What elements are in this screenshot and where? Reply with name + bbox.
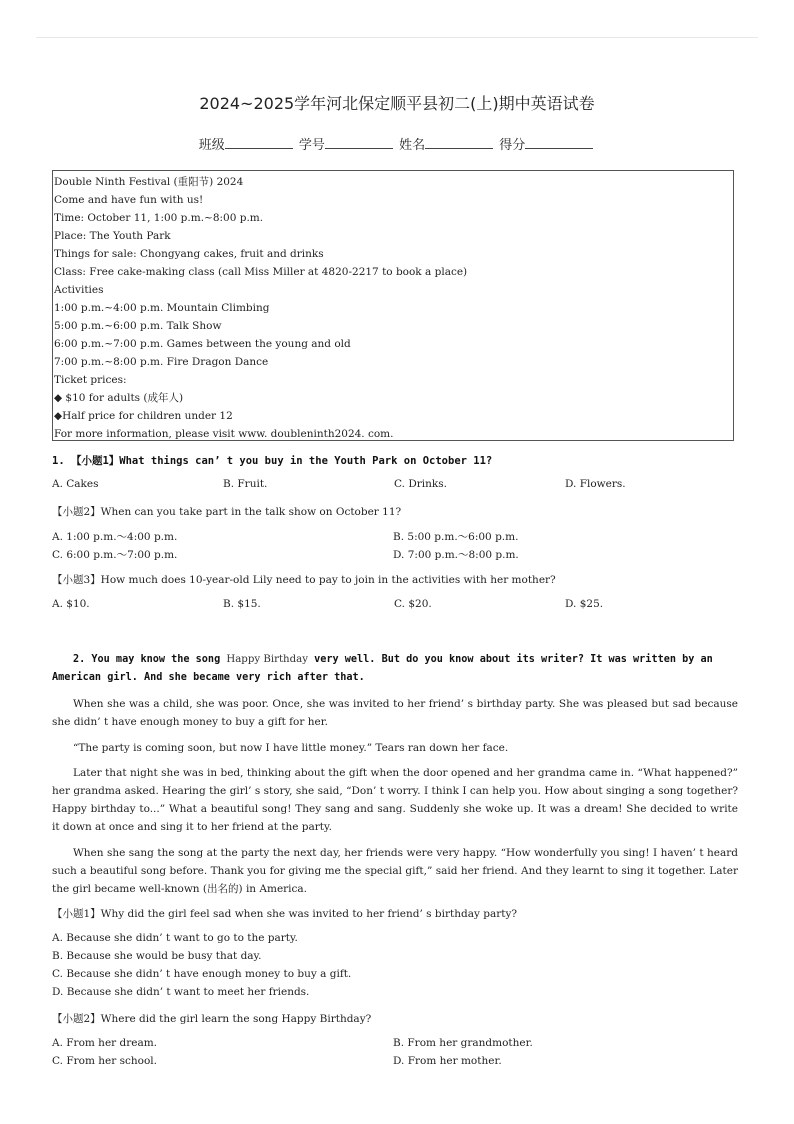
- option-a[interactable]: A. Because she didn’ t want to go to the party.: [52, 932, 298, 944]
- student-id-blank: [325, 136, 393, 149]
- exam-title: 2024~2025学年河北保定顺平县初二(上)期中英语试卷: [199, 94, 595, 113]
- notice-line: Activities: [54, 284, 104, 296]
- notice-line: Class: Free cake-making class (call Miss Miller at 4820-2217 to book a place): [54, 266, 468, 278]
- notice-line: Come and have fun with us!: [54, 194, 204, 206]
- notice-line: For more information, please visit www. doubleninth2024. com.: [54, 428, 394, 440]
- top-divider: [36, 37, 758, 38]
- option-a[interactable]: A. 1:00 p.m.～4:00 p.m.: [52, 531, 178, 543]
- option-d[interactable]: D. From her mother.: [393, 1055, 502, 1067]
- option-c[interactable]: C. $20.: [394, 598, 432, 610]
- notice-line: Time: October 11, 1:00 p.m.~8:00 p.m.: [54, 212, 264, 224]
- option-d[interactable]: D. Because she didn’ t want to meet her friends.: [52, 986, 310, 998]
- option-b[interactable]: B. Fruit.: [223, 478, 268, 490]
- option-c[interactable]: C. From her school.: [52, 1055, 157, 1067]
- option-a[interactable]: A. $10.: [52, 598, 90, 610]
- class-blank: [225, 136, 293, 149]
- notice-line: Ticket prices:: [54, 374, 127, 386]
- option-b[interactable]: B. 5:00 p.m.～6:00 p.m.: [393, 531, 519, 543]
- notice-line: 5:00 p.m.~6:00 p.m. Talk Show: [54, 320, 222, 332]
- passage-paragraph: When she was a child, she was poor. Once, she was invited to her friend’ s birthday party. She was pleased but sad because she didn’ t have enough money to buy a gift for her.: [52, 698, 738, 728]
- option-c[interactable]: C. Drinks.: [394, 478, 447, 490]
- q2-intro: [52, 651, 738, 687]
- q2-intro-part2: very well. But do you know about its writer? It was written by an American girl. And she became very rich after that.: [52, 654, 713, 683]
- q1-sub3-options: [52, 598, 742, 610]
- notice-line: Double Ninth Festival (重阳节) 2024: [54, 176, 244, 188]
- q1-sub1-options: [52, 478, 742, 490]
- passage-paragraph: When she sang the song at the party the next day, her friends were very happy. “How wonderfully you sing! I haven’ t heard such a beautiful song before. Thank you for giving me the special gift,” said her friend. And they learnt to sing it together. Later the girl became well-known (出名的) in America.: [52, 847, 738, 895]
- notice-line: 1:00 p.m.~4:00 p.m. Mountain Climbing: [54, 302, 270, 314]
- student-info-line: [0, 134, 794, 153]
- passage-paragraph: “The party is coming soon, but now I have little money.” Tears ran down her face.: [73, 742, 509, 754]
- student-id-label: 学号: [298, 138, 325, 153]
- option-d[interactable]: D. 7:00 p.m.～8:00 p.m.: [393, 549, 519, 561]
- option-c[interactable]: C. Because she didn’ t have enough money to buy a gift.: [52, 968, 352, 980]
- song-title: Happy Birthday: [226, 654, 308, 665]
- q1-sub2-options-row1: [52, 529, 742, 544]
- q1-sub2-question: 【小题2】When can you take part in the talk show on October 11?: [52, 506, 402, 518]
- q2-sub2-options-row1: [52, 1037, 742, 1049]
- q2-intro-part1: 2. You may know the song: [73, 654, 227, 665]
- q1-sub3-question: 【小题3】How much does 10-year-old Lily need to pay to join in the activities with her mother?: [52, 574, 556, 586]
- option-c[interactable]: C. 6:00 p.m.～7:00 p.m.: [52, 549, 178, 561]
- passage-paragraph: Later that night she was in bed, thinking about the gift when the door opened and her grandma came in. “What happened?” her grandma asked. Hearing the girl’ s story, she said, “Don’ t worry. I think I can help you. How about singing a song together? Happy birthday to...” What a beautiful song! They sang and sang. Suddenly she woke up. It was a dream! She decided to write it down at once and sing it to her friend at the party.: [52, 767, 738, 833]
- option-d[interactable]: D. Flowers.: [565, 478, 626, 490]
- score-label: 得分: [499, 138, 526, 153]
- option-b[interactable]: B. Because she would be busy that day.: [52, 950, 262, 962]
- name-label: 姓名: [399, 138, 426, 153]
- name-blank: [425, 136, 493, 149]
- q1-sub2-options-row2: [52, 547, 742, 562]
- option-d[interactable]: D. $25.: [565, 598, 604, 610]
- option-b[interactable]: B. $15.: [223, 598, 261, 610]
- option-a[interactable]: A. From her dream.: [52, 1037, 158, 1049]
- notice-line: 6:00 p.m.~7:00 p.m. Games between the young and old: [54, 338, 351, 350]
- notice-line: Things for sale: Chongyang cakes, fruit and drinks: [54, 248, 324, 260]
- notice-line: Place: The Youth Park: [54, 230, 171, 242]
- festival-notice: [52, 170, 734, 441]
- score-blank: [525, 136, 593, 149]
- q2-sub1-question: 【小题1】Why did the girl feel sad when she was invited to her friend’ s birthday party?: [52, 908, 518, 920]
- option-a[interactable]: A. Cakes: [52, 478, 99, 490]
- notice-line: 7:00 p.m.~8:00 p.m. Fire Dragon Dance: [54, 356, 269, 368]
- q1-sub1-question: 1. 【小题1】What things can’ t you buy in the Youth Park on October 11?: [52, 455, 493, 467]
- class-label: 班级: [198, 138, 225, 153]
- option-b[interactable]: B. From her grandmother.: [393, 1037, 533, 1049]
- q2-sub2-options-row2: [52, 1055, 742, 1067]
- notice-line: ◆Half price for children under 12: [54, 410, 233, 422]
- q2-sub2-question: 【小题2】Where did the girl learn the song Happy Birthday?: [52, 1013, 372, 1025]
- notice-line: ◆ $10 for adults (成年人): [54, 392, 184, 404]
